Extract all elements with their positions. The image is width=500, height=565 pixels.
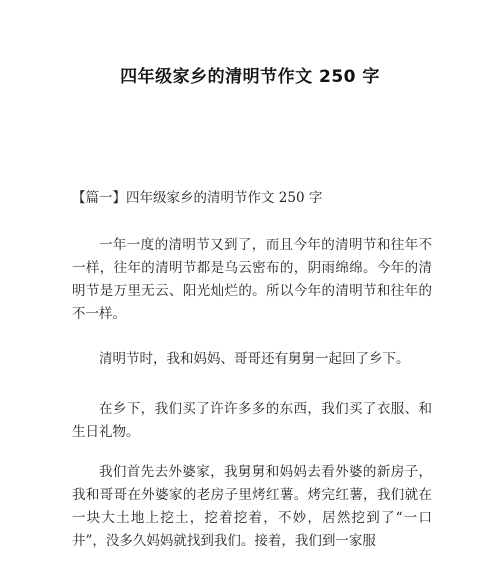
paragraph-1: 一年一度的清明节又到了，而且今年的清明节和往年不一样，往年的清明节都是乌云密布的，阴雨绵绵。今年的清明节是万里无云、阳光灿烂的。所以今年的清明节和往年的不一样。 <box>72 237 432 322</box>
paragraph-4: 我们首先去外婆家，我舅舅和妈妈去看外婆的新房子，我和哥哥在外婆家的老房子里烤红薯。烤完红薯，我们就在一块大土地上挖土，挖着挖着，不妙，居然挖到了“一口井”，没多久妈妈就找到我们。接着，我们到一家服 <box>72 464 432 549</box>
paragraph-3: 在乡下，我们买了许许多多的东西，我们买了衣服、和生日礼物。 <box>72 401 432 440</box>
document-title: 四年级家乡的清明节作文 250 字 <box>120 67 380 87</box>
page-bottom-fade <box>0 549 500 565</box>
section-heading: 【篇一】四年级家乡的清明节作文 250 字 <box>72 190 323 206</box>
paragraph-2: 清明节时，我和妈妈、哥哥还有舅舅一起回了乡下。 <box>99 351 410 367</box>
